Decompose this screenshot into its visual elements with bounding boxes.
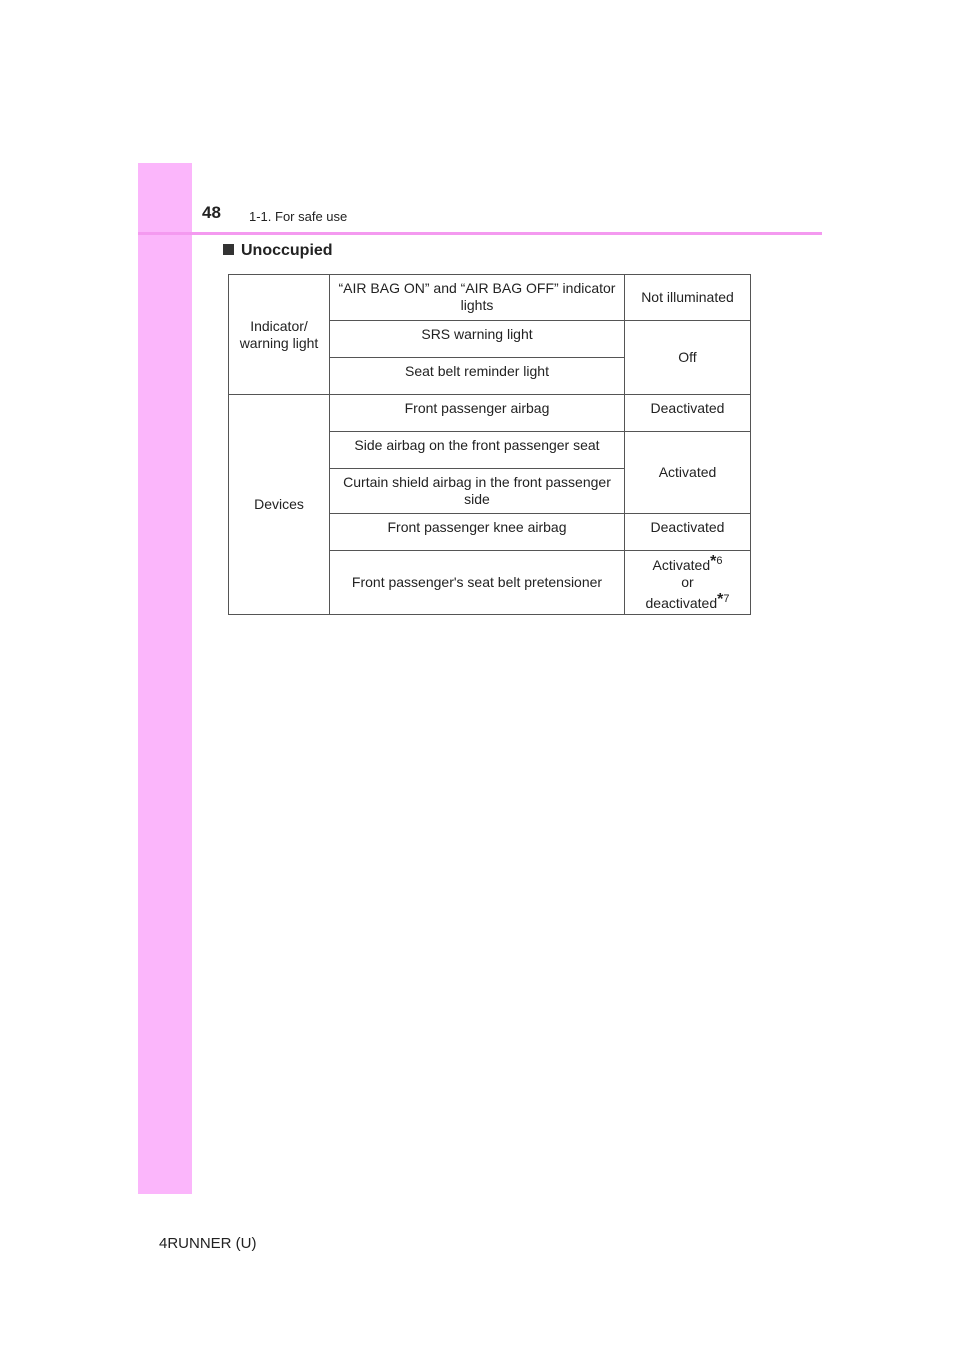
- table-cell-item: Front passenger's seat belt pretensioner: [330, 551, 625, 615]
- subsection-heading-text: Unoccupied: [241, 242, 333, 259]
- table-cell-status: Deactivated: [625, 395, 751, 432]
- table-cell-status: Not illuminated: [625, 275, 751, 321]
- devices-group-label: Devices: [229, 395, 330, 615]
- square-bullet-icon: [223, 244, 234, 255]
- status-activated: Activated: [652, 557, 711, 573]
- table-cell-item: Front passenger airbag: [330, 395, 625, 432]
- indicator-group-text: Indicator/ warning light: [239, 317, 319, 351]
- table-cell-item: Seat belt reminder light: [330, 358, 625, 395]
- table-cell-item: Curtain shield airbag in the front passenger side: [330, 469, 625, 514]
- table-cell-item: “AIR BAG ON” and “AIR BAG OFF” indicator lights: [330, 275, 625, 321]
- asterisk-icon: *: [717, 591, 724, 608]
- footer-model: 4RUNNER (U): [159, 1235, 257, 1252]
- subsection-heading: [223, 242, 333, 260]
- status-or: or: [681, 574, 694, 590]
- section-title: 1-1. For safe use: [249, 209, 348, 224]
- footnote-ref: 6: [716, 555, 723, 567]
- header-rule: [138, 232, 822, 235]
- table-cell-status: Off: [625, 321, 751, 395]
- asterisk-icon: *: [710, 553, 717, 570]
- status-table: [228, 274, 751, 615]
- status-deactivated: deactivated: [645, 595, 718, 611]
- indicator-group-label: [229, 275, 330, 395]
- side-band: [138, 163, 192, 1194]
- table-cell-status: Activated: [625, 432, 751, 514]
- table-cell-item: Front passenger knee airbag: [330, 514, 625, 551]
- table-cell-item: Side airbag on the front passenger seat: [330, 432, 625, 469]
- table-cell-status: Deactivated: [625, 514, 751, 551]
- page-number: 48: [202, 203, 221, 222]
- table-cell-status: [625, 551, 751, 615]
- table-cell-item: SRS warning light: [330, 321, 625, 358]
- footnote-ref: 7: [723, 593, 730, 605]
